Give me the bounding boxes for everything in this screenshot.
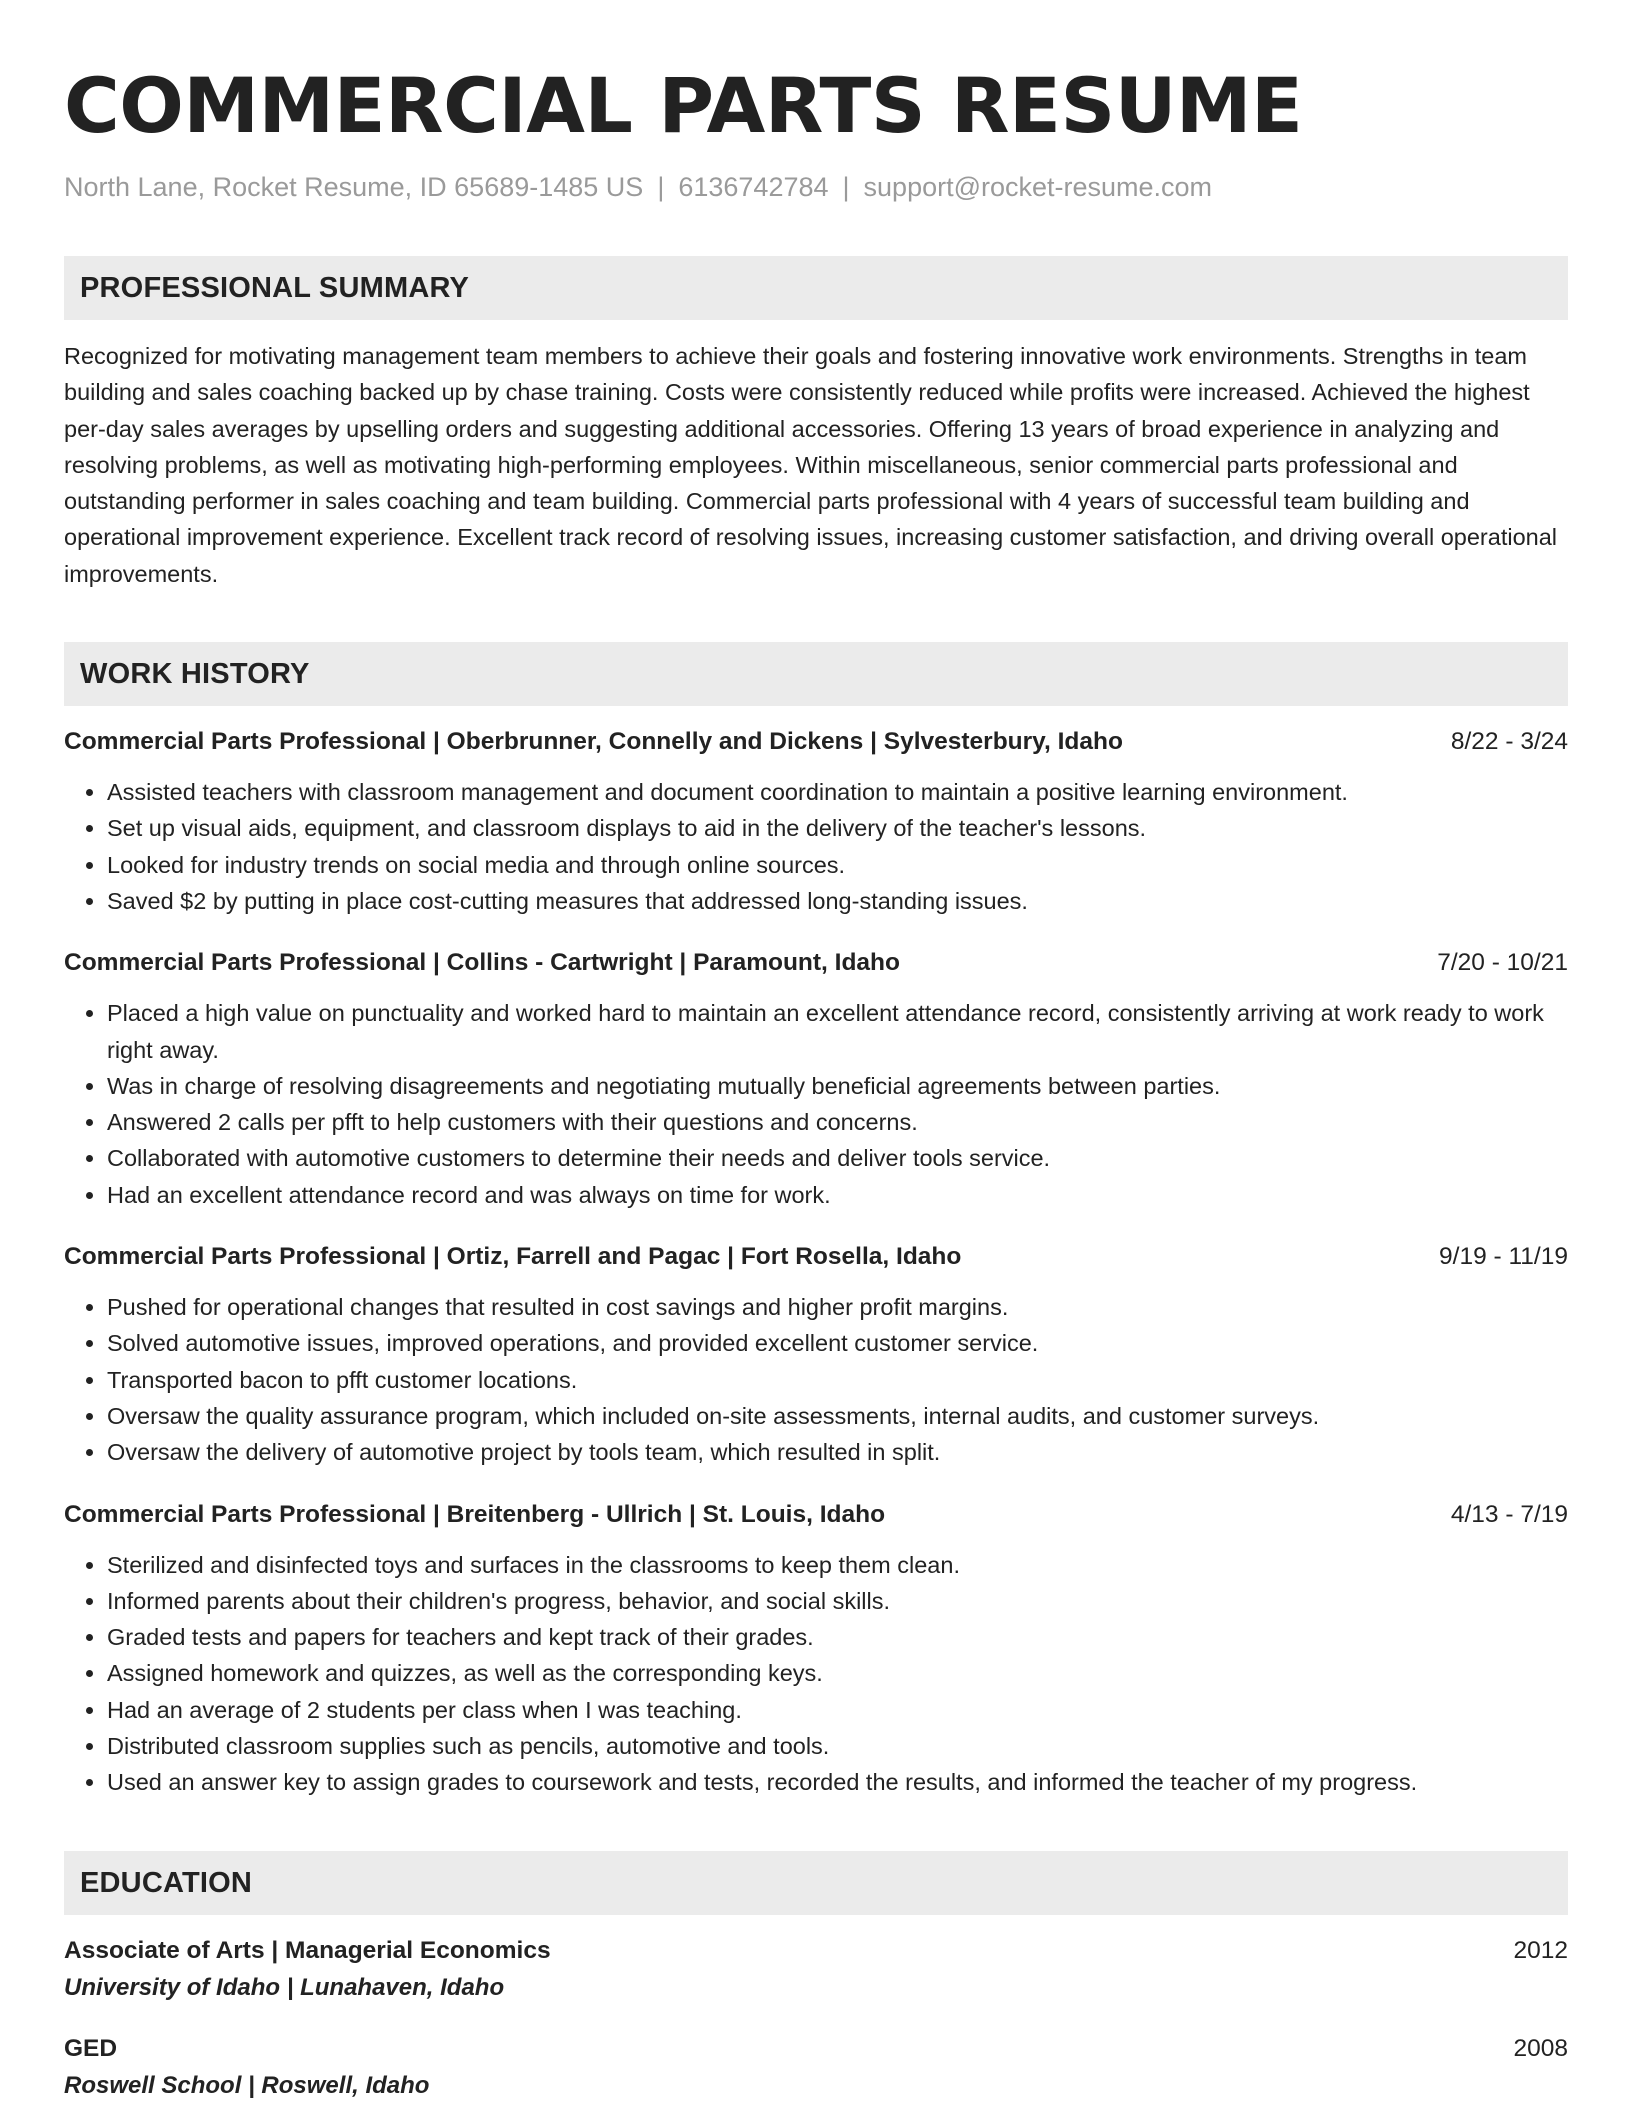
contact-separator: | — [842, 172, 850, 202]
job-bullet: • Used an answer key to assign grades to coursework and tests, recorded the results, and informed the teacher of my progress. — [107, 1764, 1568, 1800]
job-entry — [64, 1239, 1568, 1470]
summary-text: Recognized for motivating management team members to achieve their goals and fostering innovative work environments. Strengths in team building and sales coaching backed up by chase training. Costs were consistently reduced while profits were increased. Achieved the highest per-day sales averages by upselling orders and suggesting additional accessories. Offering 13 years of broad experience in analyzing and resolving problems, as well as motivating high-performing employees. Within miscellaneous, senior commercial parts professional and outstanding performer in sales coaching and team building. Commercial parts professional with 4 years of successful team building and operational improvement experience. Excellent track record of resolving issues, increasing customer satisfaction, and driving overall operational improvements. — [64, 343, 1557, 587]
education-degree: GED — [64, 2034, 118, 2062]
job-title: Commercial Parts Professional | Collins - Cartwright | Paramount, Idaho — [64, 949, 900, 977]
job-bullet: • Had an excellent attendance record and was always on time for work. — [107, 1177, 1568, 1213]
job-bullet: • Assisted teachers with classroom management and document coordination to maintain a positive learning environment. — [107, 774, 1568, 810]
job-bullets — [64, 1289, 1568, 1470]
contact-separator: | — [657, 172, 665, 202]
job-bullet: • Transported bacon to pfft customer locations. — [107, 1362, 1568, 1398]
job-bullet: • Sterilized and disinfected toys and surfaces in the classrooms to keep them clean. — [107, 1547, 1568, 1583]
contact-line — [64, 170, 1568, 204]
job-bullet: • Oversaw the quality assurance program, which included on-site assessments, internal audits, and customer surveys. — [107, 1398, 1568, 1434]
contact-email: support@rocket-resume.com — [863, 172, 1213, 202]
job-bullet: • Answered 2 calls per pfft to help customers with their questions and concerns. — [107, 1104, 1568, 1140]
job-dates: 9/19 - 11/19 — [1439, 1243, 1568, 1271]
job-bullets — [64, 1547, 1568, 1801]
job-entry — [64, 1497, 1568, 1801]
job-bullet: • Distributed classroom supplies such as pencils, automotive and tools. — [107, 1728, 1568, 1764]
section-heading-summary: PROFESSIONAL SUMMARY — [64, 256, 1568, 320]
job-bullets — [64, 774, 1568, 919]
education-entry — [64, 2031, 1568, 2105]
section-heading-education: EDUCATION — [64, 1851, 1568, 1915]
job-bullet: • Assigned homework and quizzes, as well as the corresponding keys. — [107, 1655, 1568, 1691]
job-bullets — [64, 995, 1568, 1213]
job-dates: 8/22 - 3/24 — [1450, 728, 1568, 756]
contact-phone: 6136742784 — [678, 172, 829, 202]
job-bullet: • Saved $2 by putting in place cost-cutting measures that addressed long-standing issues. — [107, 883, 1568, 919]
job-dates: 7/20 - 10/21 — [1437, 949, 1568, 977]
job-bullet: • Solved automotive issues, improved operations, and provided excellent customer service. — [107, 1325, 1568, 1361]
section-heading-work-history: WORK HISTORY — [64, 642, 1568, 706]
job-dates: 4/13 - 7/19 — [1450, 1500, 1568, 1528]
job-bullet: • Set up visual aids, equipment, and classroom displays to aid in the delivery of the teacher's lessons. — [107, 810, 1568, 846]
job-bullet: • Pushed for operational changes that resulted in cost savings and higher profit margins. — [107, 1289, 1568, 1325]
job-bullet: • Informed parents about their children's progress, behavior, and social skills. — [107, 1583, 1568, 1619]
job-bullet: • Was in charge of resolving disagreements and negotiating mutually beneficial agreements between parties. — [107, 1068, 1568, 1104]
education-entry — [64, 1933, 1568, 2007]
job-title: Commercial Parts Professional | Breitenberg - Ullrich | St. Louis, Idaho — [64, 1500, 886, 1528]
education-year: 2012 — [1513, 1936, 1568, 1964]
job-entry — [64, 945, 1568, 1213]
education-school: University of Idaho | Lunahaven, Idaho — [64, 1973, 505, 2001]
job-bullet: • Collaborated with automotive customers to determine their needs and deliver tools service. — [107, 1140, 1568, 1176]
job-bullet: • Oversaw the delivery of automotive project by tools team, which resulted in split. — [107, 1434, 1568, 1470]
education-degree: Associate of Arts | Managerial Economics — [64, 1936, 551, 1964]
job-bullet: • Had an average of 2 students per class when I was teaching. — [107, 1692, 1568, 1728]
job-bullet: • Graded tests and papers for teachers and kept track of their grades. — [107, 1619, 1568, 1655]
job-title: Commercial Parts Professional | Oberbrunner, Connelly and Dickens | Sylvesterbury, Idaho — [64, 728, 1123, 756]
job-bullet: • Placed a high value on punctuality and worked hard to maintain an excellent attendance record, consistently arriving at work ready to work right away. — [107, 995, 1568, 1068]
resume-title: COMMERCIAL PARTS RESUME — [64, 61, 1303, 150]
education-year: 2008 — [1513, 2034, 1568, 2062]
education-school: Roswell School | Roswell, Idaho — [64, 2071, 430, 2099]
job-title: Commercial Parts Professional | Ortiz, Farrell and Pagac | Fort Rosella, Idaho — [64, 1243, 962, 1271]
contact-address: North Lane, Rocket Resume, ID 65689-1485 US — [64, 172, 644, 202]
job-entry — [64, 724, 1568, 919]
job-bullet: • Looked for industry trends on social media and through online sources. — [107, 847, 1568, 883]
